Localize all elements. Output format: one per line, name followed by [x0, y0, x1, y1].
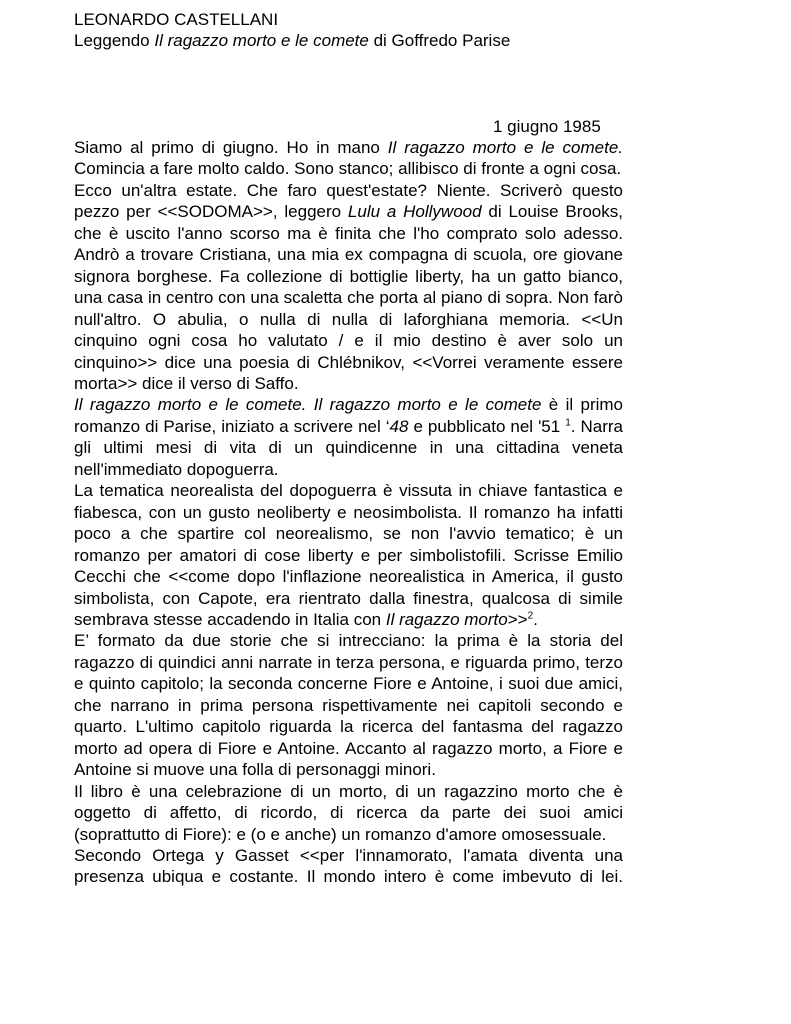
paragraph-4 — [74, 480, 623, 630]
italic-title: Il ragazzo morto — [385, 609, 508, 629]
italic-title: Lulu a Hollywood — [347, 202, 482, 222]
text-run: Comincia a fare molto caldo. Sono stanco; allibisco di fronte a ogni cosa. — [74, 159, 622, 179]
subtitle-suffix: di Goffredo Parise — [368, 31, 511, 50]
paragraph-1 — [74, 137, 623, 180]
body-text — [74, 137, 623, 888]
entry-date: 1 giugno 1985 — [493, 117, 601, 136]
footnote-ref-1[interactable]: 1 — [565, 417, 571, 429]
text-run: E’ formato da due storie che si intrecciano: la prima è la storia del ragazzo di quindici anni narrate in terza persona, e riguarda primo, terzo e quinto capitolo; la seconda concerne Fiore e Antoine, i suoi due amici, che narrano in prima persona rispettivamente nei capitoli secondo e quarto. L'ultimo capitolo riguarda la ricerca del fantasma del ragazzo morto ad opera di Fiore e Antoine. Accanto al ragazzo morto, a Fiore e Antoine si muove una folla di personaggi minori. — [74, 631, 623, 780]
text-run: . Narra gli ultimi mesi di vita di un quindicenne in una cittadina veneta nell'immediato dopoguerra. — [74, 416, 624, 479]
paragraph-7 — [74, 845, 623, 888]
book-title: Il ragazzo morto e le comete — [154, 31, 369, 50]
text-run: di Louise Brooks, che è uscito l'anno scorso ma è finita che l'ho comprato solo adesso. Andrò a trovare Cristiana, una mia ex compagna di scuola, ore giovane signora borghese. Fa collezione di bottiglie liberty, ha un gatto bianco, una casa in centro con una scaletta che porta al piano di sopra. Non farò null'altro. O abulia, o nulla di nulla di laforghiana memoria. <<Un cinquino ogni cosa ho valutato / e il mio destino è aver solo un cinquino>> dice una poesia di Chlébnikov, <<Vorrei veramente essere morta>> dice il verso di Saffo. — [74, 202, 623, 393]
paragraph-6 — [74, 781, 623, 845]
italic-title: Il ragazzo morto e le comete. — [387, 138, 623, 157]
document-header — [74, 9, 510, 51]
text-run: e pubblicato nel '51 — [408, 416, 566, 436]
document-subtitle — [74, 30, 510, 51]
text-run: Il libro è una celebrazione di un morto, di un ragazzino morto che è oggetto di affetto, di ricordo, di ricerca da parte dei suoi amici (soprattutto di Fiore): e (o e anche) un romanzo d'amore omosessuale. — [74, 781, 623, 844]
text-run: Secondo Ortega y Gasset <<per l'innamorato, l'amata diventa una presenza ubiqua e costante. Il mondo intero è come imbevuto di lei. — [74, 845, 623, 887]
text-run: >> — [507, 609, 528, 629]
italic-title: Il ragazzo morto e le comete. Il ragazzo morto e le comete — [74, 395, 542, 415]
text-run: Ecco un'altra estate. Che faro quest'estate? Niente. Scriverò questo pezzo per <<SODOMA>>, leggero — [74, 180, 623, 222]
italic-year: 48 — [389, 416, 409, 436]
footnote-ref-2[interactable]: 2 — [527, 610, 534, 622]
subtitle-prefix: Leggendo — [74, 31, 155, 50]
paragraph-2 — [74, 180, 623, 395]
text-run: Siamo al primo di giugno. Ho in mano — [74, 138, 388, 157]
paragraph-3 — [74, 394, 623, 480]
text-run: La tematica neorealista del dopoguerra è vissuta in chiave fantastica e fiabesca, con un gusto neoliberty e neosimbolista. Il romanzo ha infatti poco a che spartire col neorealismo, se non l'avvio tematico; è un romanzo per amatori di cose liberty e per simbolistofili. Scrisse Emilio Cecchi che <<come dopo l'inflazione neorealistica in America, il gusto simbolista, con Capote, era rientrato dalla finestra, qualcosa di simile sembrava stesse accadendo in Italia con — [74, 481, 623, 629]
author-name: LEONARDO CASTELLANI — [74, 10, 279, 29]
paragraph-5 — [74, 630, 623, 780]
text-run: è il primo romanzo di Parise, iniziato a scrivere nel ‘ — [74, 395, 623, 436]
text-run: . — [533, 609, 538, 629]
